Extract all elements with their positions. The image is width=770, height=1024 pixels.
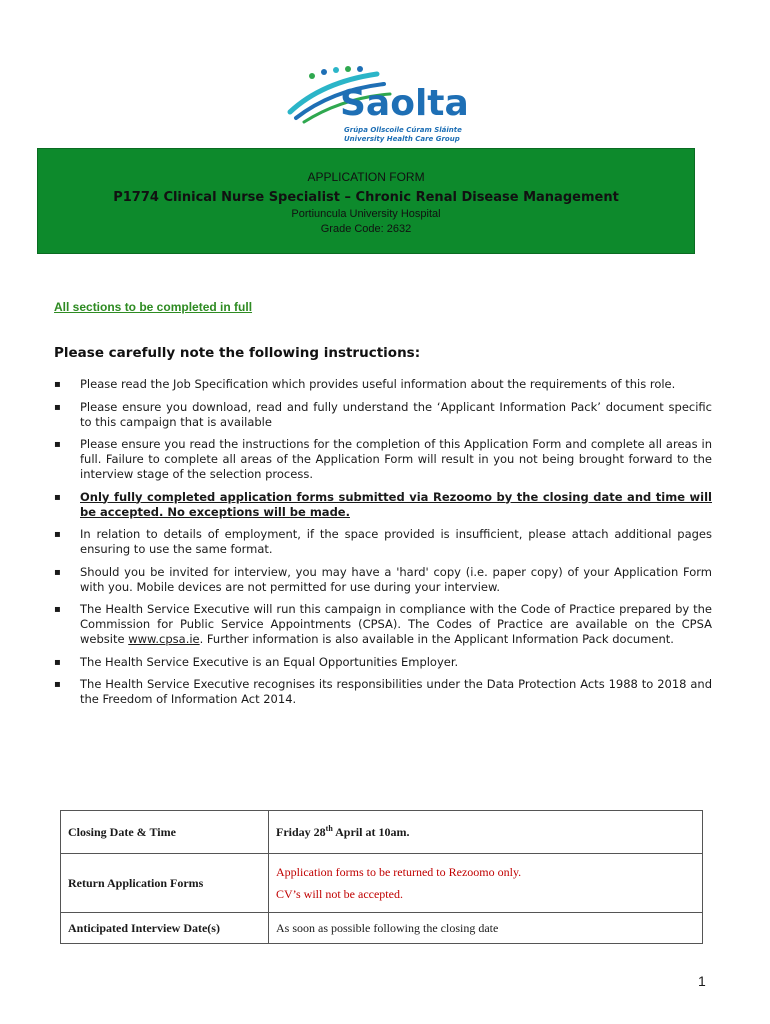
list-item-emphasis: ▪ Only fully completed application forms submitted via Rezoomo by the closing date and time will be accepted. No exceptions will be made. (54, 490, 712, 520)
table-row (61, 811, 703, 854)
page-number: 1 (698, 973, 706, 989)
interview-value: As soon as possible following the closing date (269, 913, 703, 944)
header-banner (37, 148, 695, 254)
saolta-logo (282, 62, 482, 148)
list-item: ▪ In relation to details of employment, if the space provided is insufficient, please attach additional pages ensuring to use the same format. (54, 527, 712, 557)
instructions-list (54, 377, 712, 715)
logo-subtitle-english: University Health Care Group (344, 135, 460, 143)
list-item: ▪ Please ensure you download, read and fully understand the ‘Applicant Information Pack’ document specific to this campaign that is available (54, 400, 712, 430)
form-label: APPLICATION FORM (307, 170, 425, 184)
return-value: Application forms to be returned to Rezoomo only. CV’s will not be accepted. (269, 854, 703, 913)
grade-code: Grade Code: 2632 (320, 223, 412, 235)
logo-name: Saolta (340, 83, 469, 124)
sections-note: All sections to be completed in full (54, 300, 253, 314)
interview-label: Anticipated Interview Date(s) (61, 913, 269, 944)
logo-subtitle-irish: Grúpa Ollscoile Cúram Sláinte (344, 126, 462, 134)
list-item: ▪ Please ensure you read the instructions for the completion of this Application Form and complete all areas in full. Failure to complete all areas of the Application Form will result in you not being brought forward to the interview stage of the selection process. (54, 437, 712, 482)
table-row (61, 854, 703, 913)
cpsa-text-after: . Further information is also available in the Applicant Information Pack document. (199, 632, 674, 646)
cpsa-link[interactable]: www.cpsa.ie (128, 632, 200, 646)
instructions-heading: Please carefully note the following instructions: (54, 345, 421, 361)
hospital-name: Portiuncula University Hospital (291, 208, 441, 220)
return-label: Return Application Forms (61, 854, 269, 913)
closing-value: Friday 28th April at 10am. (269, 811, 703, 854)
cpsa-text-before: The Health Service Executive will run this campaign in compliance with the Code of Practice prepared by the Commission for Public Service Appointments (CPSA). The Codes of Practice are available on the CPSA website (80, 602, 712, 646)
details-table (60, 810, 703, 944)
list-item: ▪ The Health Service Executive is an Equal Opportunities Employer. (54, 655, 712, 670)
list-item: ▪ Please read the Job Specification which provides useful information about the requirements of this role. (54, 377, 712, 392)
list-item: ▪ Should you be invited for interview, you may have a 'hard' copy (i.e. paper copy) of your Application Form with you. Mobile devices are not permitted for use during your interview. (54, 565, 712, 595)
closing-label: Closing Date & Time (61, 811, 269, 854)
position-title: P1774 Clinical Nurse Specialist – Chronic Renal Disease Management (113, 190, 619, 205)
list-item-cpsa (54, 602, 712, 647)
list-item: ▪ The Health Service Executive recognises its responsibilities under the Data Protection Acts 1988 to 2018 and the Freedom of Information Act 2014. (54, 677, 712, 707)
table-row (61, 913, 703, 944)
